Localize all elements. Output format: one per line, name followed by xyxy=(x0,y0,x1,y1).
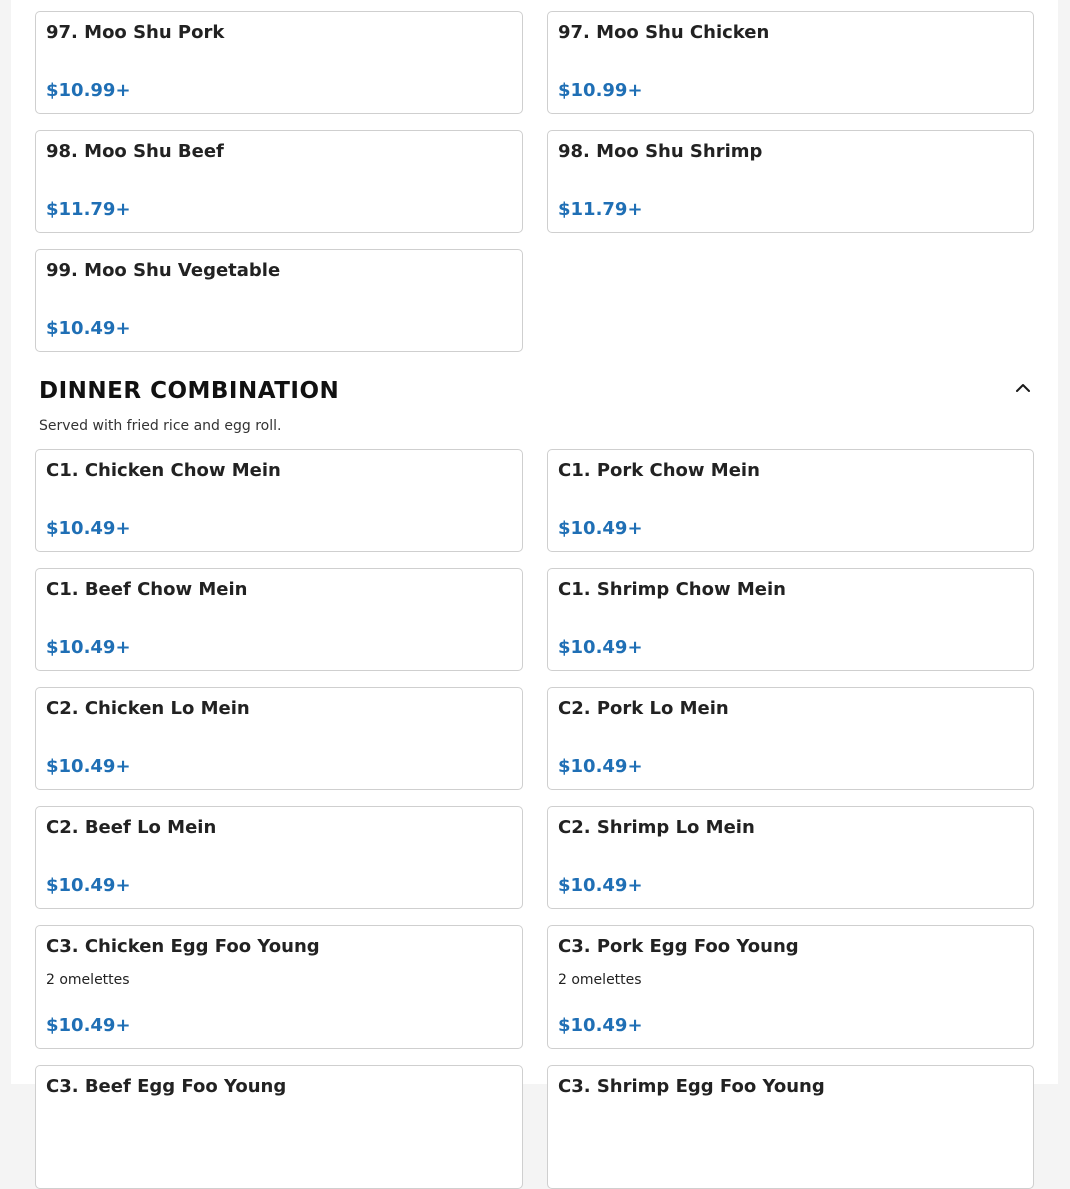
menu-item-card[interactable] xyxy=(547,687,1034,790)
menu-item-description: 2 omelettes xyxy=(46,972,130,988)
menu-item-price: $10.99+ xyxy=(558,80,643,101)
menu-page xyxy=(11,0,1058,1097)
menu-item-price: $10.49+ xyxy=(558,756,643,777)
menu-item-name: C2. Beef Lo Mein xyxy=(46,817,217,838)
menu-item-price: $10.49+ xyxy=(558,637,643,658)
menu-item-card[interactable] xyxy=(35,806,523,909)
menu-item-name: 97. Moo Shu Chicken xyxy=(558,22,770,43)
menu-items-grid-moo-shu xyxy=(35,11,1034,352)
menu-item-card[interactable] xyxy=(547,130,1034,233)
chevron-up-icon xyxy=(1012,378,1034,398)
menu-item-name: 98. Moo Shu Shrimp xyxy=(558,141,763,162)
menu-item-price: $10.99+ xyxy=(46,80,131,101)
menu-item-card[interactable] xyxy=(35,1065,523,1189)
menu-item-card[interactable] xyxy=(35,130,523,233)
menu-item-price: $10.49+ xyxy=(558,875,643,896)
menu-item-price: $10.49+ xyxy=(46,875,131,896)
menu-item-card[interactable] xyxy=(547,1065,1034,1189)
menu-item-name: C2. Chicken Lo Mein xyxy=(46,698,250,719)
menu-item-card[interactable] xyxy=(35,11,523,114)
menu-item-price: $10.49+ xyxy=(46,318,131,339)
menu-item-card[interactable] xyxy=(547,806,1034,909)
section-header-dinner-combination xyxy=(39,378,1034,442)
menu-item-price: $10.49+ xyxy=(46,1015,131,1036)
section-subtitle: Served with fried rice and egg roll. xyxy=(39,418,282,434)
menu-item-card[interactable] xyxy=(35,449,523,552)
menu-item-description: 2 omelettes xyxy=(558,972,642,988)
menu-item-card[interactable] xyxy=(35,687,523,790)
menu-item-name: 99. Moo Shu Vegetable xyxy=(46,260,281,281)
collapse-section-button[interactable] xyxy=(1012,378,1034,398)
menu-item-price: $10.49+ xyxy=(46,637,131,658)
menu-item-name: C2. Shrimp Lo Mein xyxy=(558,817,755,838)
menu-item-card[interactable] xyxy=(547,925,1034,1049)
menu-item-name: C1. Chicken Chow Mein xyxy=(46,460,281,481)
menu-item-card[interactable] xyxy=(35,568,523,671)
menu-item-name: C1. Shrimp Chow Mein xyxy=(558,579,786,600)
menu-item-name: C3. Beef Egg Foo Young xyxy=(46,1076,287,1097)
menu-item-price: $10.49+ xyxy=(558,1015,643,1036)
menu-item-card[interactable] xyxy=(35,925,523,1049)
menu-item-name: C3. Pork Egg Foo Young xyxy=(558,936,799,957)
menu-item-name: C2. Pork Lo Mein xyxy=(558,698,729,719)
menu-item-card[interactable] xyxy=(547,449,1034,552)
menu-item-name: C3. Chicken Egg Foo Young xyxy=(46,936,320,957)
menu-item-name: C1. Beef Chow Mein xyxy=(46,579,248,600)
menu-item-card[interactable] xyxy=(35,249,523,352)
menu-item-name: C1. Pork Chow Mein xyxy=(558,460,760,481)
menu-item-price: $10.49+ xyxy=(558,518,643,539)
menu-item-price: $10.49+ xyxy=(46,518,131,539)
menu-item-price: $10.49+ xyxy=(46,756,131,777)
menu-item-card[interactable] xyxy=(547,11,1034,114)
menu-item-name: 97. Moo Shu Pork xyxy=(46,22,225,43)
menu-item-price: $11.79+ xyxy=(46,199,131,220)
menu-items-grid-dinner-combination xyxy=(35,449,1034,1189)
menu-item-name: 98. Moo Shu Beef xyxy=(46,141,224,162)
menu-item-name: C3. Shrimp Egg Foo Young xyxy=(558,1076,825,1097)
menu-item-price: $11.79+ xyxy=(558,199,643,220)
section-title: DINNER COMBINATION xyxy=(39,378,340,404)
menu-item-card[interactable] xyxy=(547,568,1034,671)
